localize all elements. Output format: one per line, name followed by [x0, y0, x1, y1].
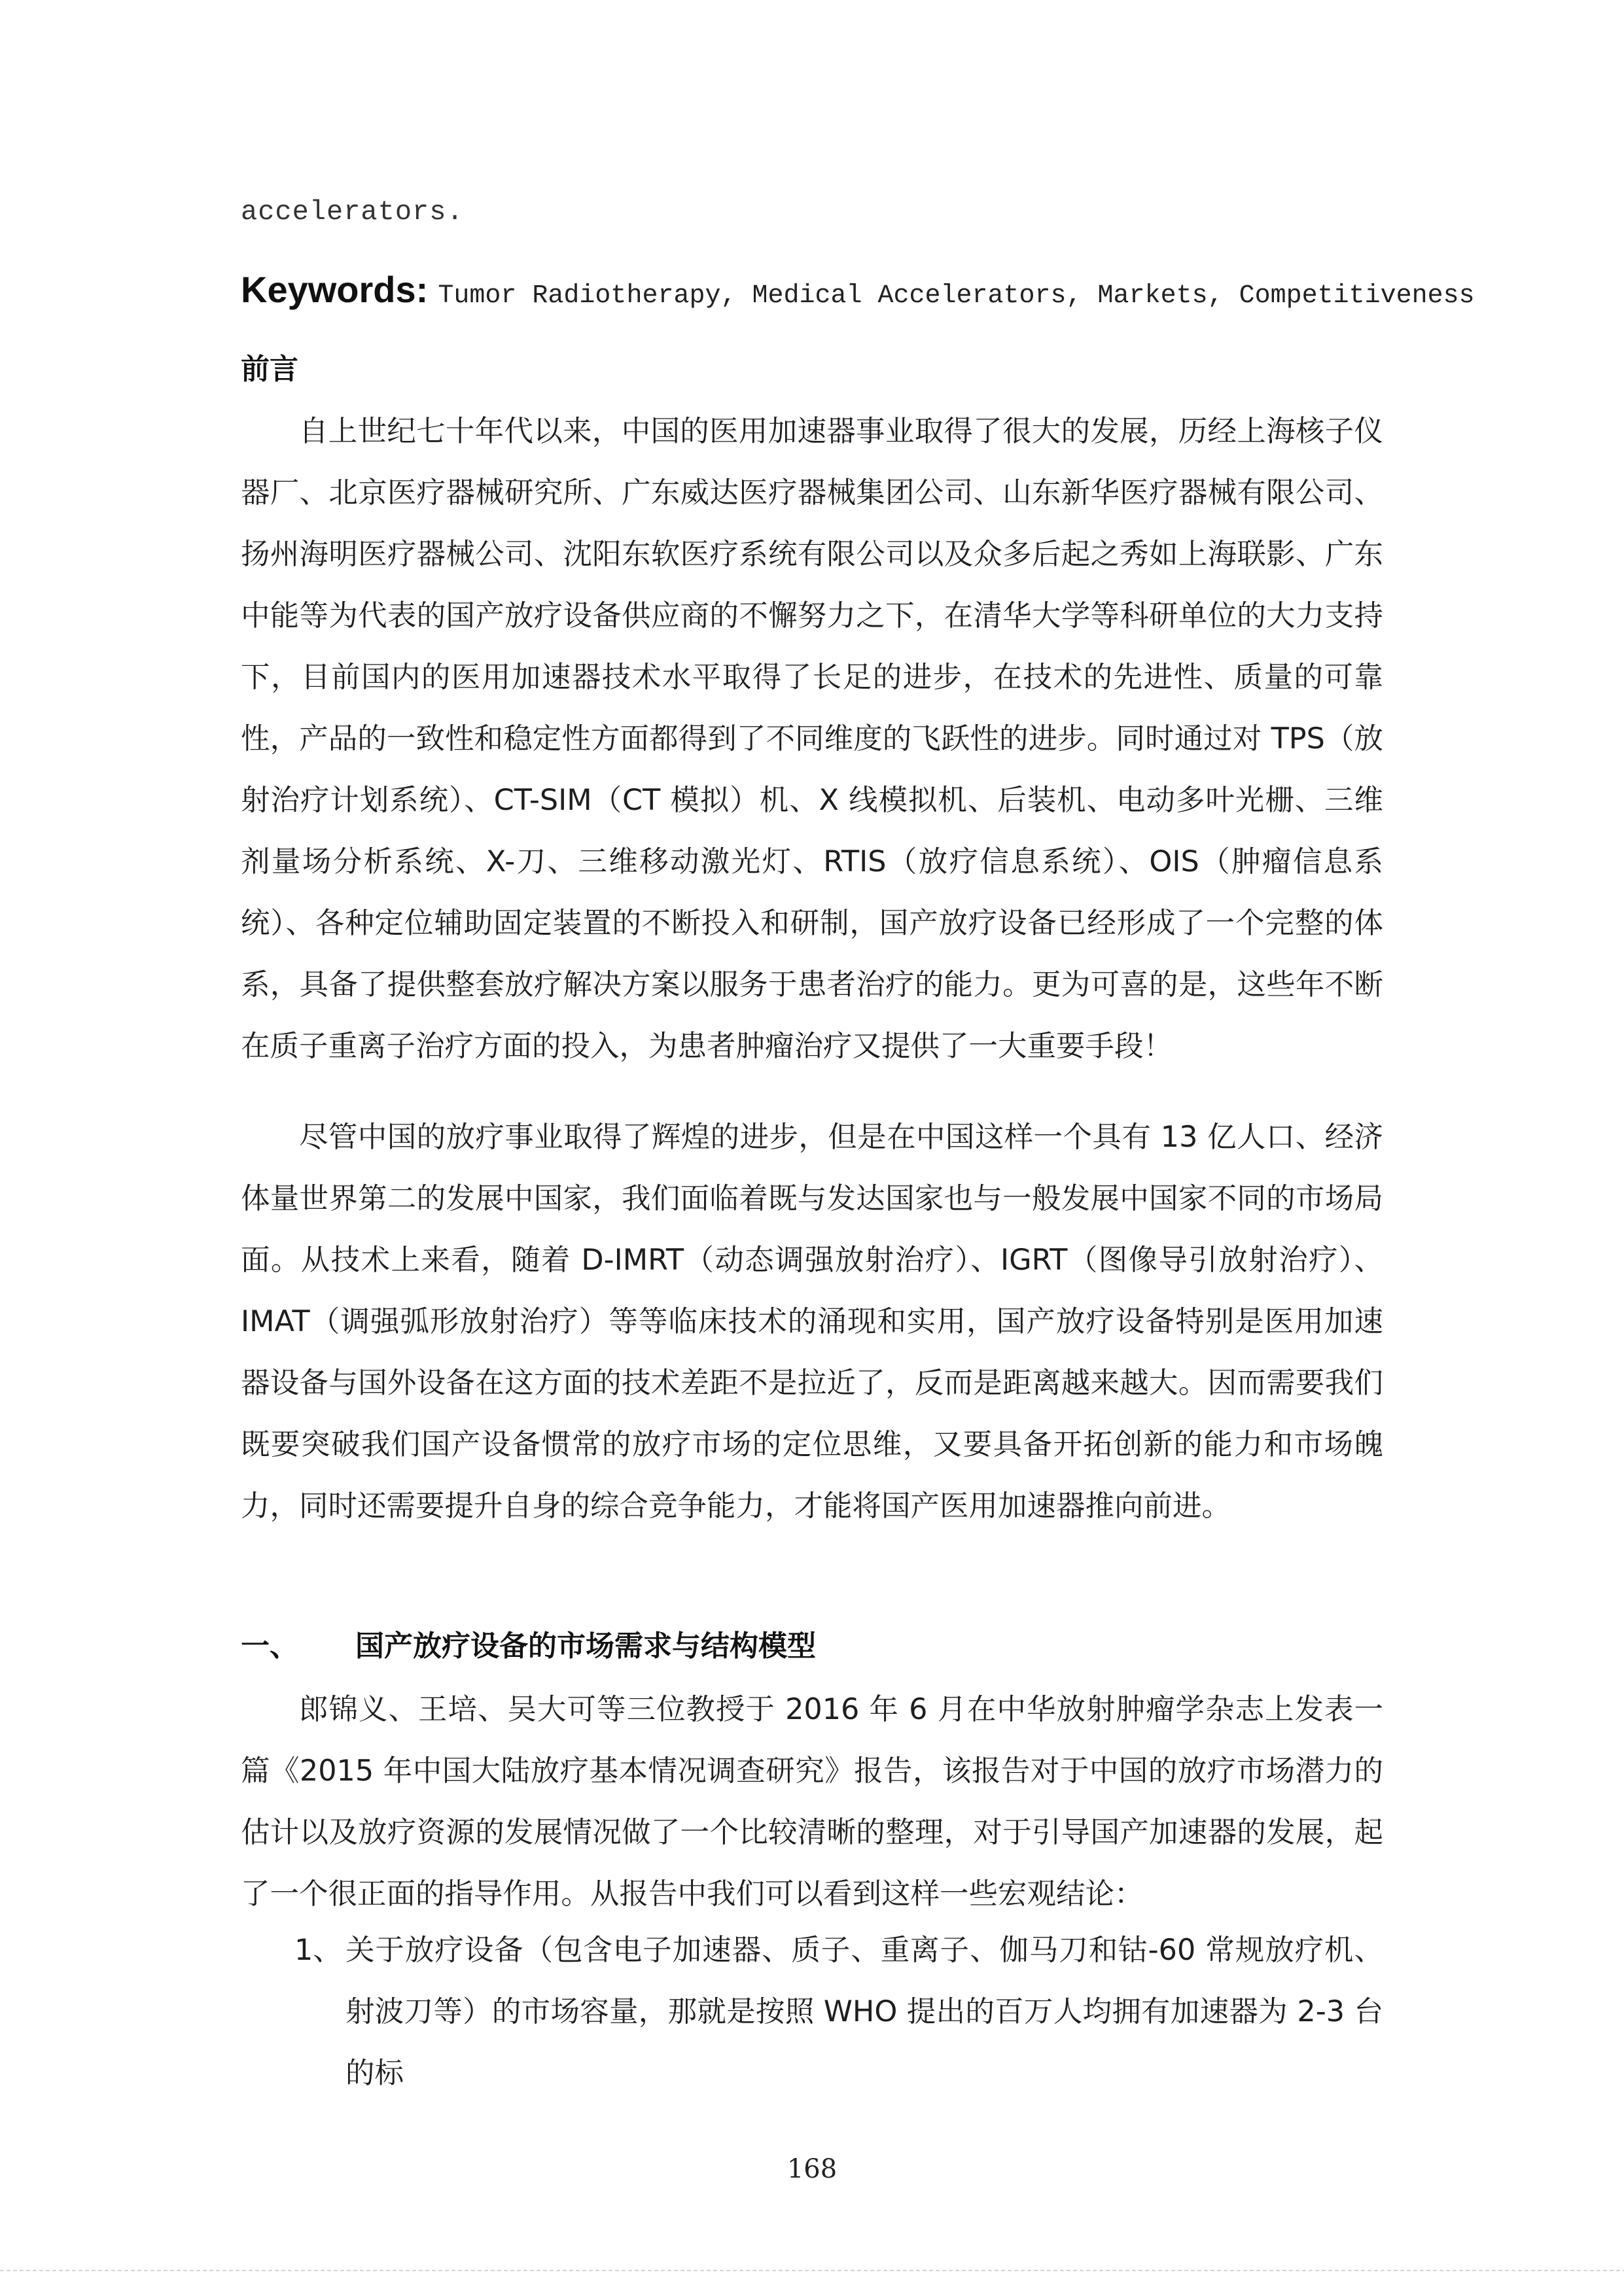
list-item-text: 关于放疗设备（包含电子加速器、质子、重离子、伽马刀和钴-60 常规放疗机、射波刀等）的市场容量，那就是按照 WHO 提出的百万人均拥有加速器为 2-3 台的标	[345, 1934, 1383, 2090]
section-1-paragraph: 郎锦义、王培、吴大可等三位教授于 2016 年 6 月在中华放射肿瘤学杂志上发表一篇《2015 年中国大陆放疗基本情况调查研究》报告，该报告对于中国的放疗市场潜力的估计以及放疗资源的发展情况做了一个比较清晰的整理，对于引导国产加速器的发展，起了一个很正面的指导作用。从报告中我们可以看到这样一些宏观结论：	[241, 1693, 1383, 1911]
preface-heading: 前言	[241, 353, 298, 386]
keywords-text: Tumor Radiotherapy, Medical Accelerators, Markets, Competitiveness	[438, 281, 1475, 311]
scan-edge-line	[0, 2270, 1624, 2271]
preface-paragraph-1: 自上世纪七十年代以来，中国的医用加速器事业取得了很大的发展，历经上海核子仪器厂、北京医疗器械研究所、广东威达医疗器械集团公司、山东新华医疗器械有限公司、扬州海明医疗器械公司、沈阳东软医疗系统有限公司以及众多后起之秀如上海联影、广东中能等为代表的国产放疗设备供应商的不懈努力之下，在清华大学等科研单位的大力支持下，目前国内的医用加速器技术水平取得了长足的进步，在技术的先进性、质量的可靠性，产品的一致性和稳定性方面都得到了不同维度的飞跃性的进步。同时通过对 TPS（放射治疗计划系统）、CT-SIM（CT 模拟）机、X 线模拟机、后装机、电动多叶光栅、三维剂量场分析系统、X-刀、三维移动激光灯、RTIS（放疗信息系统）、OIS（肿瘤信息系统）、各种定位辅助固定装置的不断投入和研制，国产放疗设备已经形成了一个完整的体系，具备了提供整套放疗解决方案以服务于患者治疗的能力。更为可喜的是，这些年不断在质子重离子治疗方面的投入，为患者肿瘤治疗又提供了一大重要手段！	[241, 415, 1383, 1063]
section-1-heading	[241, 1622, 816, 1664]
keywords-line	[241, 268, 1475, 311]
section-1-title: 国产放疗设备的市场需求与结构模型	[355, 1629, 816, 1663]
page-number: 168	[786, 2154, 838, 2184]
list-item-number: 1、	[294, 1934, 342, 1967]
section-1-number: 一、	[241, 1629, 298, 1663]
keywords-label: Keywords:	[241, 269, 429, 310]
abstract-trailing-text: accelerators.	[241, 196, 464, 228]
list-item	[294, 1920, 1383, 2104]
preface-paragraph-2: 尽管中国的放疗事业取得了辉煌的进步，但是在中国这样一个具有 13 亿人口、经济体量世界第二的发展中国家，我们面临着既与发达国家也与一般发展中国家不同的市场局面。从技术上来看，随着 D-IMRT（动态调强放射治疗）、IGRT（图像导引放射治疗）、IMAT（调强弧形放射治疗）等等临床技术的涌现和实用，国产放疗设备特别是医用加速器设备与国外设备在这方面的技术差距不是拉近了，反而是距离越来越大。因而需要我们既要突破我们国产设备惯常的放疗市场的定位思维，又要具备开拓创新的能力和市场魄力，同时还需要提升自身的综合竞争能力，才能将国产医用加速器推向前进。	[241, 1121, 1383, 1523]
